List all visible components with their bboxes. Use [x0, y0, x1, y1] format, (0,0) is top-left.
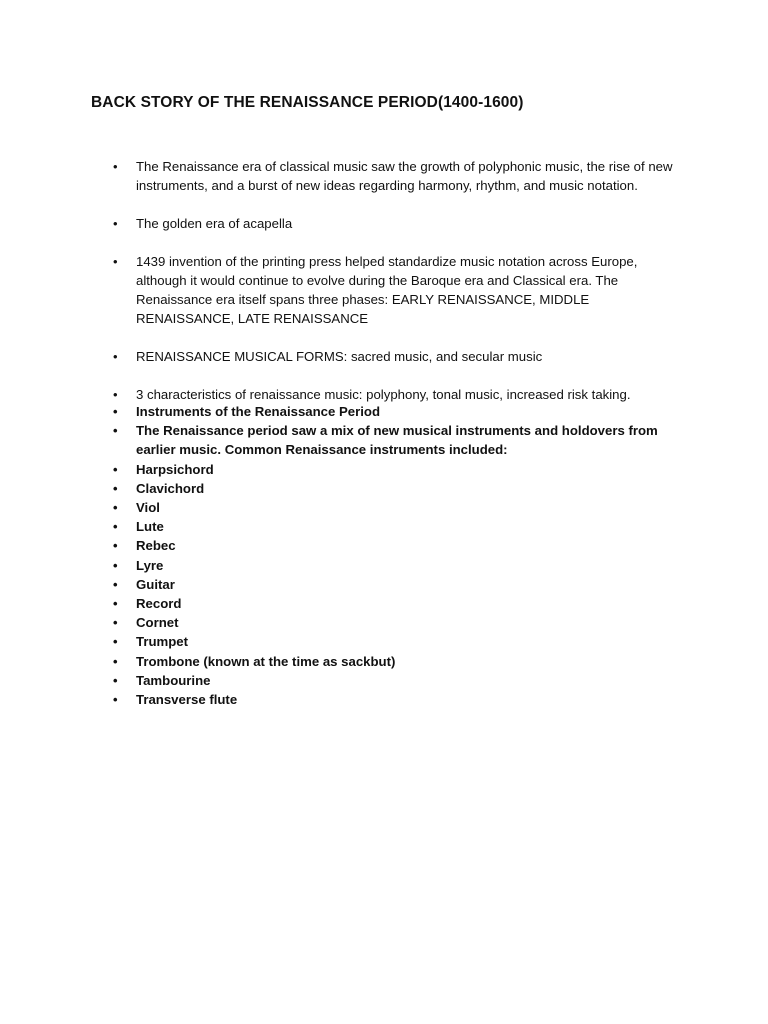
list-item-text: Lyre: [136, 557, 164, 573]
bullet-icon: •: [113, 461, 118, 477]
bullet-icon: •: [113, 216, 118, 231]
list-item: [0, 671, 676, 690]
list-item: [0, 652, 676, 671]
bullet-icon: •: [113, 500, 118, 516]
list-item: [0, 632, 676, 651]
page-title: BACK STORY OF THE RENAISSANCE PERIOD(1400-1600): [91, 94, 524, 111]
list-item: [0, 517, 676, 536]
instruments-bullet-list: [0, 402, 768, 709]
bullet-icon: •: [113, 596, 118, 612]
bullet-icon: •: [113, 557, 118, 573]
list-item-text: Record: [136, 596, 182, 612]
list-item: [0, 157, 676, 195]
list-item: [0, 613, 676, 632]
list-item: [0, 536, 676, 555]
list-item-text: 1439 invention of the printing press helped standardize music notation across Europe, although it would continue to evolve during the Baroque era and Classical era. The Renaissance era itself spans three phases: EARLY RENAISSANCE, MIDDLE RENAISSANCE, LATE RENAISSANCE: [136, 254, 638, 326]
list-item-text: Lute: [136, 519, 164, 535]
bullet-icon: •: [113, 519, 118, 535]
bullet-icon: •: [113, 672, 118, 688]
list-item-text: Trumpet: [136, 634, 189, 650]
list-item: [0, 214, 676, 233]
list-item-text: Viol: [136, 500, 160, 516]
list-item: [0, 556, 676, 575]
bullet-icon: •: [113, 538, 118, 554]
bullet-icon: •: [113, 387, 118, 402]
bullet-icon: •: [113, 480, 118, 496]
list-item-text: The Renaissance period saw a mix of new musical instruments and holdovers from earlier music. Common Renaissance instruments included:: [136, 423, 658, 458]
bullet-icon: •: [113, 576, 118, 592]
list-item-text: Rebec: [136, 538, 176, 554]
bullet-icon: •: [113, 404, 118, 419]
bullet-icon: •: [113, 254, 118, 269]
list-item-text: Trombone (known at the time as sackbut): [136, 653, 396, 669]
bullet-icon: •: [113, 692, 118, 708]
bullet-icon: •: [113, 159, 118, 174]
list-item-text: Harpsichord: [136, 461, 214, 477]
bullet-icon: •: [113, 423, 118, 439]
list-item: [0, 460, 676, 479]
list-item-text: Guitar: [136, 576, 175, 592]
list-item: [0, 421, 676, 459]
list-item: [0, 690, 676, 709]
paragraph-bullet-list: [0, 157, 768, 423]
list-item-text: The Renaissance era of classical music saw the growth of polyphonic music, the rise of new instruments, and a burst of new ideas regarding harmony, rhythm, and music notation.: [136, 159, 673, 193]
list-item-text: Clavichord: [136, 480, 205, 496]
bullet-icon: •: [113, 349, 118, 364]
list-item-text: RENAISSANCE MUSICAL FORMS: sacred music, and secular music: [136, 349, 543, 364]
list-item: [0, 402, 676, 421]
bullet-icon: •: [113, 634, 118, 650]
list-item-text: The golden era of acapella: [136, 216, 293, 231]
list-item-text: 3 characteristics of renaissance music: polyphony, tonal music, increased risk taking.: [136, 387, 631, 402]
list-item: [0, 252, 676, 328]
list-item-text: Transverse flute: [136, 692, 238, 708]
list-item: [0, 347, 676, 366]
list-item: [0, 498, 676, 517]
list-item: [0, 594, 676, 613]
bullet-icon: •: [113, 653, 118, 669]
list-item-text: Cornet: [136, 615, 179, 631]
list-item: [0, 575, 676, 594]
list-item-text: Instruments of the Renaissance Period: [136, 404, 381, 419]
list-item: [0, 479, 676, 498]
bullet-icon: •: [113, 615, 118, 631]
list-item-text: Tambourine: [136, 672, 211, 688]
